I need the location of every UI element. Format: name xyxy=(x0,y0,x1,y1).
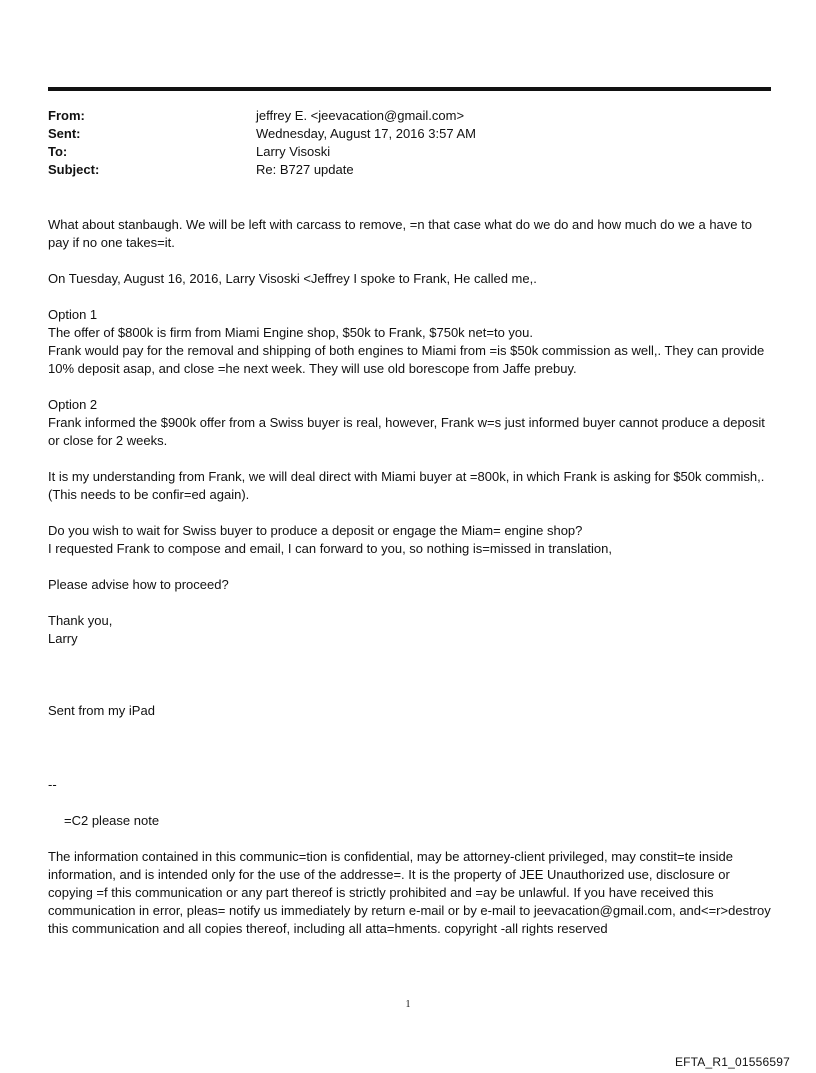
email-body xyxy=(48,216,773,938)
subject-value: Re: B727 update xyxy=(256,162,354,177)
wait-question: Do you wish to wait for Swiss buyer to produce a deposit or engage the Miam= engine shop? xyxy=(48,523,583,538)
from-row xyxy=(48,107,768,125)
option1-line1: The offer of $800k is firm from Miami Engine shop, $50k to Frank, $750k net=to you. xyxy=(48,325,533,340)
signature-name: Larry xyxy=(48,631,78,646)
reply-paragraph: What about stanbaugh. We will be left with carcass to remove, =n that case what do we do and how much do we a have to pay if no one takes=it. xyxy=(48,217,752,250)
header-rule xyxy=(48,87,771,91)
requested-line: I requested Frank to compose and email, I can forward to you, so nothing is=missed in translation, xyxy=(48,541,612,556)
from-label: From: xyxy=(48,108,85,123)
to-label: To: xyxy=(48,144,68,159)
sent-row xyxy=(48,125,768,143)
bates-number: EFTA_R1_01556597 xyxy=(674,1055,790,1069)
advise-line: Please advise how to proceed? xyxy=(48,577,229,592)
subject-label: Subject: xyxy=(48,162,100,177)
sent-from-line: Sent from my iPad xyxy=(48,703,155,718)
understanding-paragraph: It is my understanding from Frank, we will deal direct with Miami buyer at =800k, in which Frank is asking for $50k commish,. (This needs to be confir=ed again). xyxy=(48,469,765,502)
to-value: Larry Visoski xyxy=(256,144,331,159)
note-line: =C2 please note xyxy=(64,813,160,828)
disclaimer-paragraph: The information contained in this communic=tion is confidential, may be attorney-client privileged, may constit=te inside information, and is intended only for the use of the addresse=. It is the property of JEE Unauthorized use, disclosure or copying =f this communication or any part thereof is strictly prohibited and =ay be unlawful. If you have received this communication in error, pleas= notify us immediately by return e-mail or by e-mail to jeevacation@gmail.com, and<=r>destroy this communication and all copies thereof, including all atta=hments. copyright -all rights reserved xyxy=(48,849,771,936)
thanks-line: Thank you, xyxy=(48,613,113,628)
option1-line2: Frank would pay for the removal and shipping of both engines to Miami from =is $50k commission as well,. They can provide 10% deposit asap, and close =he next week. They will use old borescope from Jaffe prebuy. xyxy=(48,343,765,376)
option2-text: Frank informed the $900k offer from a Swiss buyer is real, however, Frank w=s just informed buyer cannot produce a deposit or close for 2 weeks. xyxy=(48,415,765,448)
signature-separator: -- xyxy=(48,777,57,792)
quoted-intro: On Tuesday, August 16, 2016, Larry Visoski <Jeffrey I spoke to Frank, He called me,. xyxy=(48,271,537,286)
option2-title: Option 2 xyxy=(48,397,98,412)
subject-row xyxy=(48,161,768,179)
page-number: 1 xyxy=(405,999,411,1010)
sent-value: Wednesday, August 17, 2016 3:57 AM xyxy=(256,126,476,141)
option1-title: Option 1 xyxy=(48,307,98,322)
to-row xyxy=(48,143,768,161)
sent-label: Sent: xyxy=(48,126,81,141)
email-header xyxy=(48,107,768,179)
from-value: jeffrey E. <jeevacation@gmail.com> xyxy=(256,108,465,123)
